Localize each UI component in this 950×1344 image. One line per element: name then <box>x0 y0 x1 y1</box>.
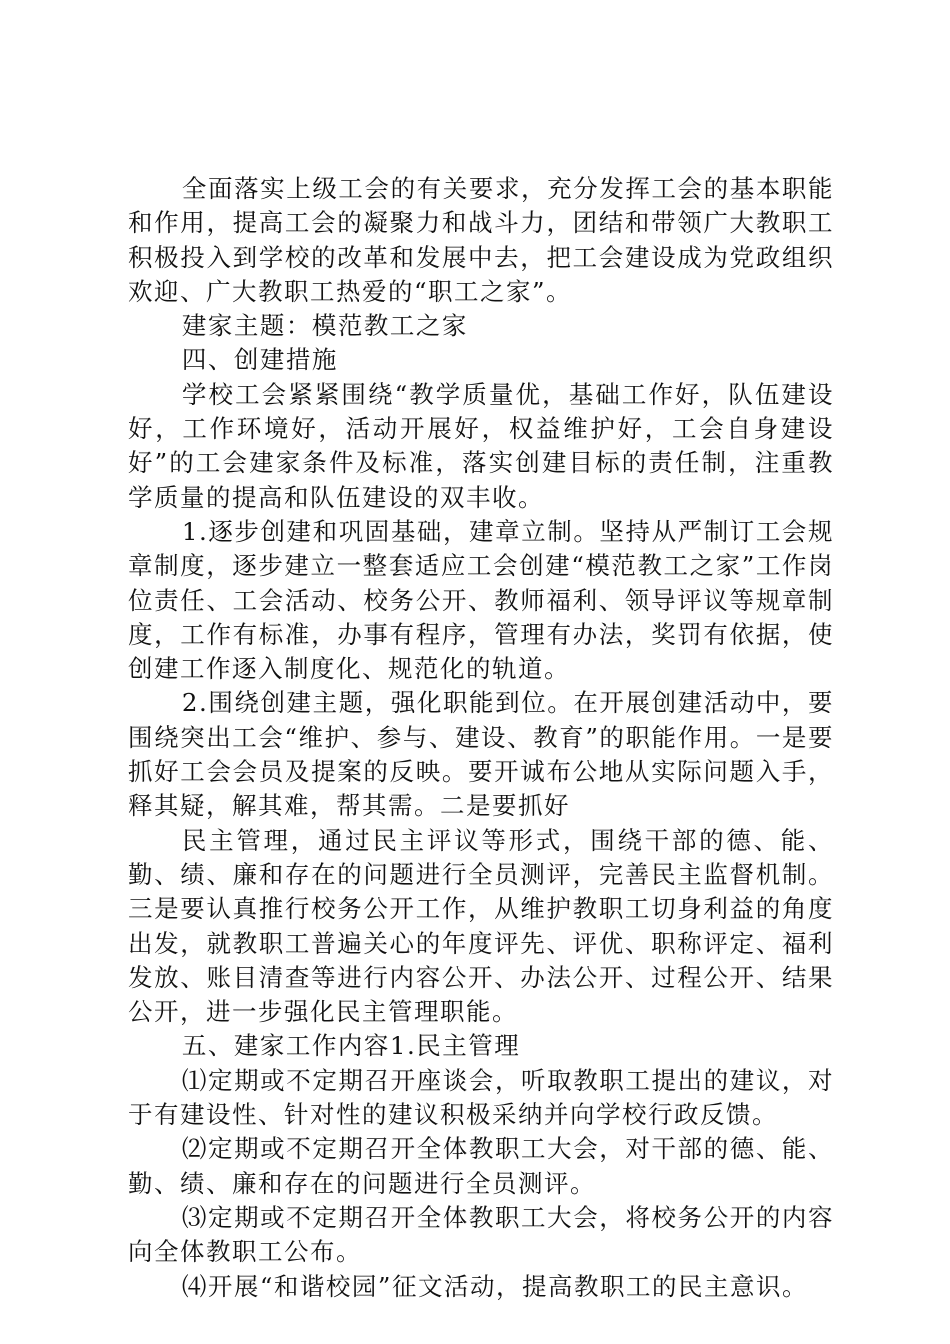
paragraph: 全面落实上级工会的有关要求，充分发挥工会的基本职能和作用，提高工会的凝聚力和战斗力，团结和带领广大教职工积极投入到学校的改革和发展中去，把工会建设成为党政组织欢迎、广大教职工热爱的“职工之家”。 <box>128 174 834 306</box>
list-item: ⑴定期或不定期召开座谈会，听取教职工提出的建议，对于有建设性、针对性的建议积极采纳并向学校行政反馈。 <box>128 1065 834 1130</box>
list-item: ⑷开展“和谐校园”征文活动，提高教职工的民主意识。 <box>181 1271 808 1301</box>
paragraph: 建家主题：模范教工之家 <box>181 311 468 341</box>
paragraph: 2.围绕创建主题，强化职能到位。在开展创建活动中，要围绕突出工会“维护、参与、建设、教育”的职能作用。一是要抓好工会会员及提案的反映。要开诚布公地从实际问题入手，释其疑，解其难，帮其需。二是要抓好 <box>128 688 834 821</box>
paragraph: 学校工会紧紧围绕“教学质量优，基础工作好，队伍建设好，工作环境好，活动开展好，权益维护好，工会自身建设好”的工会建家条件及标准，落实创建目标的责任制，注重教学质量的提高和队伍建设的双丰收。 <box>128 379 834 512</box>
document-body <box>128 172 834 1304</box>
section-heading: 五、建家工作内容1.民主管理 <box>181 1031 521 1061</box>
list-item: ⑶定期或不定期召开全体教职工大会，将校务公开的内容向全体教职工公布。 <box>128 1202 834 1267</box>
paragraph: 民主管理，通过民主评议等形式，围绕干部的德、能、勤、绩、廉和存在的问题进行全员测评，完善民主监督机制。三是要认真推行校务公开工作，从维护教职工切身利益的角度出发，就教职工普遍关心的年度评先、评优、职称评定、福利发放、账目清查等进行内容公开、办法公开、过程公开、结果公开，进一步强化民主管理职能。 <box>128 825 834 1027</box>
paragraph: 1.逐步创建和巩固基础，建章立制。坚持从严制订工会规章制度，逐步建立一整套适应工会创建“模范教工之家”工作岗位责任、工会活动、校务公开、教师福利、领导评议等规章制度，工作有标准，办事有程序，管理有办法，奖罚有依据，使创建工作逐入制度化、规范化的轨道。 <box>128 516 834 684</box>
list-item: ⑵定期或不定期召开全体教职工大会，对干部的德、能、勤、绩、廉和存在的问题进行全员测评。 <box>128 1134 834 1198</box>
section-heading: 四、创建措施 <box>181 345 338 375</box>
